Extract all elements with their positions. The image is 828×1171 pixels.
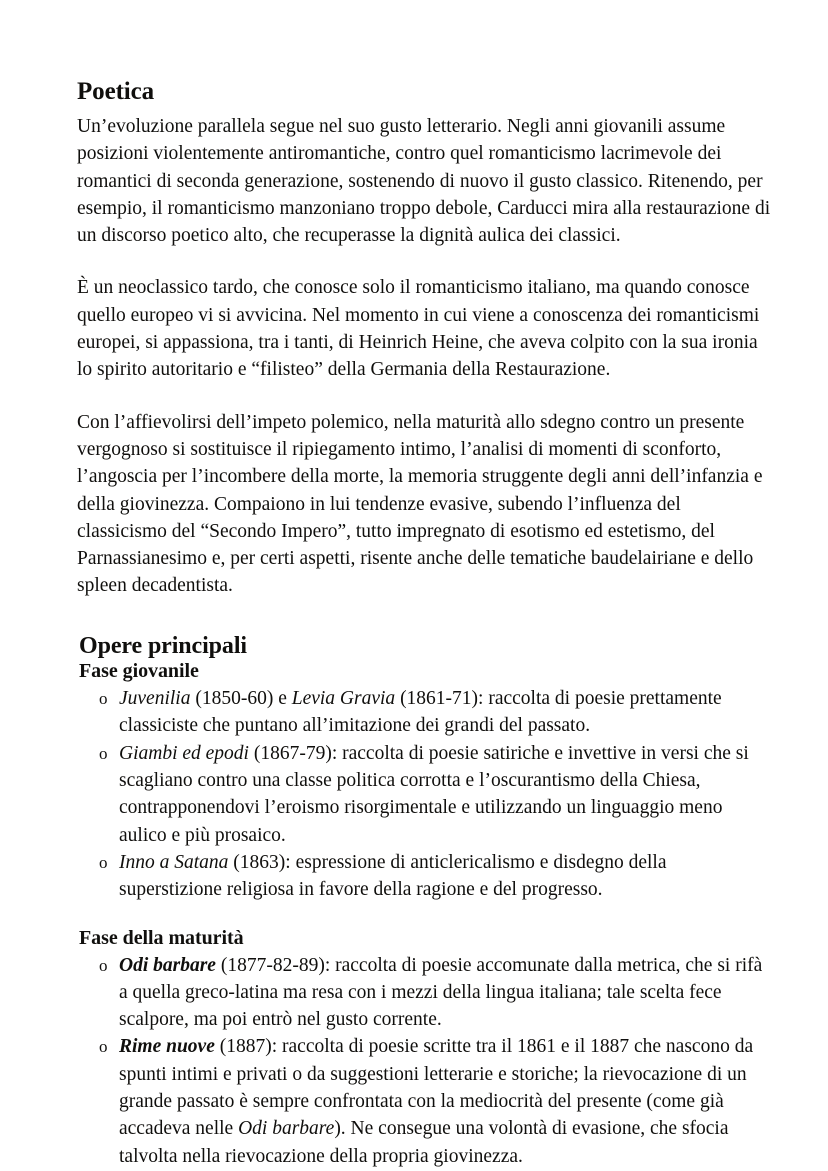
spacer	[77, 625, 771, 633]
list-item	[77, 1033, 771, 1169]
work-list	[77, 952, 771, 1170]
bullet-marker-icon: o	[99, 955, 108, 975]
text-run: (1877-82-89): raccolta di poesie accomunate dalla metrica, che si rifà a quella greco-latina ma resa con i mezzi della lingua italiana; tale scelta fece scalpore, ma poi entrò nel gusto corrente.	[119, 954, 763, 1031]
paragraph-poetica-3: Con l’affievolirsi dell’impeto polemico, nella maturità allo sdegno contro un presente vergognoso si sostituisce il ripiegamento intimo, l’analisi di momenti di sconforto, l’angoscia per l’incombere della morte, la memoria struggente degli anni dell’infanzia e della giovinezza. Compaiono in lui tendenze evasive, subendo l’influenza del classicismo del “Secondo Impero”, tutto impregnato di esotismo ed estetismo, del Parnassianesimo e, per certi aspetti, risente anche delle tematiche baudelairiane e dello spleen decadentista.	[77, 411, 763, 597]
bullet-marker-icon: o	[99, 852, 108, 872]
section-heading-opere-principali: Opere principali	[79, 632, 247, 659]
subsection-list	[77, 660, 771, 1170]
list-item-text	[119, 852, 667, 900]
text-column	[77, 78, 771, 1170]
text-run: (1887): raccolta di poesie scritte tra il 1861 e il 1887 che nascono da spunti intimi e privati o da suggestioni letterarie e storiche; la rievocazione di un grande passato è sempre confrontata con la mediocrità del presente (come già accadeva nelle	[119, 1036, 754, 1140]
list-item	[77, 685, 771, 740]
subsection-heading: Fase della maturità	[79, 926, 244, 949]
list-item-text	[119, 688, 722, 736]
paragraph-poetica-2: È un neoclassico tardo, che conosce solo il romanticismo italiano, ma quando conosce quello europeo vi si avvicina. Nel momento in cui viene a conoscenza dei romanticismi europei, si appassiona, tra i tanti, di Heinrich Heine, che aveva colpito con la sua ironia lo spirito autoritario e “filisteo” della Germania della Restaurazione.	[77, 277, 760, 381]
list-item-text	[119, 955, 762, 1031]
list-item	[77, 952, 771, 1034]
bullet-marker-icon: o	[99, 743, 108, 763]
paragraph-poetica-1: Un’evoluzione parallela segue nel suo gusto letterario. Negli anni giovanili assume posizioni violentemente antiromantiche, contro quel romanticismo lacrimevole dei romantici di seconda generazione, sostenendo di nuovo il gusto classico. Ritenendo, per esempio, il romanticismo manzoniano troppo debole, Carducci mira alla restaurazione di un discorso poetico alto, che recuperasse la dignità aulica dei classici.	[77, 116, 771, 247]
work-title-italic: Inno a Satana	[119, 851, 229, 873]
work-title-italic: Giambi ed epodi	[119, 742, 249, 764]
bullet-marker-icon: o	[99, 1037, 108, 1057]
list-item	[77, 849, 771, 904]
page-title: Poetica	[77, 78, 155, 105]
text-run: (1850-60) e	[190, 688, 292, 710]
work-title-italic: Odi barbare	[238, 1118, 335, 1140]
spacer	[77, 904, 771, 927]
list-item	[77, 740, 771, 849]
text-run: (1863): espressione di anticlericalismo e disdegno della superstizione religiosa in favore della ragione e del progresso.	[119, 851, 667, 901]
bullet-marker-icon: o	[99, 689, 108, 709]
work-title-italic: Juvenilia	[119, 688, 191, 710]
list-item-text	[119, 743, 749, 846]
text-run: ). Ne consegue una volontà di evasione, che sfocia talvolta nella rievocazione della propria giovinezza.	[119, 1118, 729, 1167]
text-run: (1861-71): raccolta di poesie prettamente classiciste che puntano all’imitazione dei grandi del passato.	[119, 688, 722, 737]
list-item-text	[119, 1036, 753, 1166]
subsection-heading: Fase giovanile	[79, 660, 199, 683]
work-list	[77, 685, 771, 903]
work-title-italic: Levia Gravia	[291, 688, 396, 710]
text-run: (1867-79): raccolta di poesie satiriche e invettive in versi che si scagliano contro una classe politica corrotta e l’oscurantismo della Chiesa, contrapponendovi l’eroismo risorgimentale e utilizzando un linguaggio meno aulico e più prosaico.	[119, 742, 749, 846]
work-title-bold-italic: Odi barbare	[119, 954, 216, 976]
work-title-bold-italic: Rime nuove	[119, 1036, 215, 1058]
